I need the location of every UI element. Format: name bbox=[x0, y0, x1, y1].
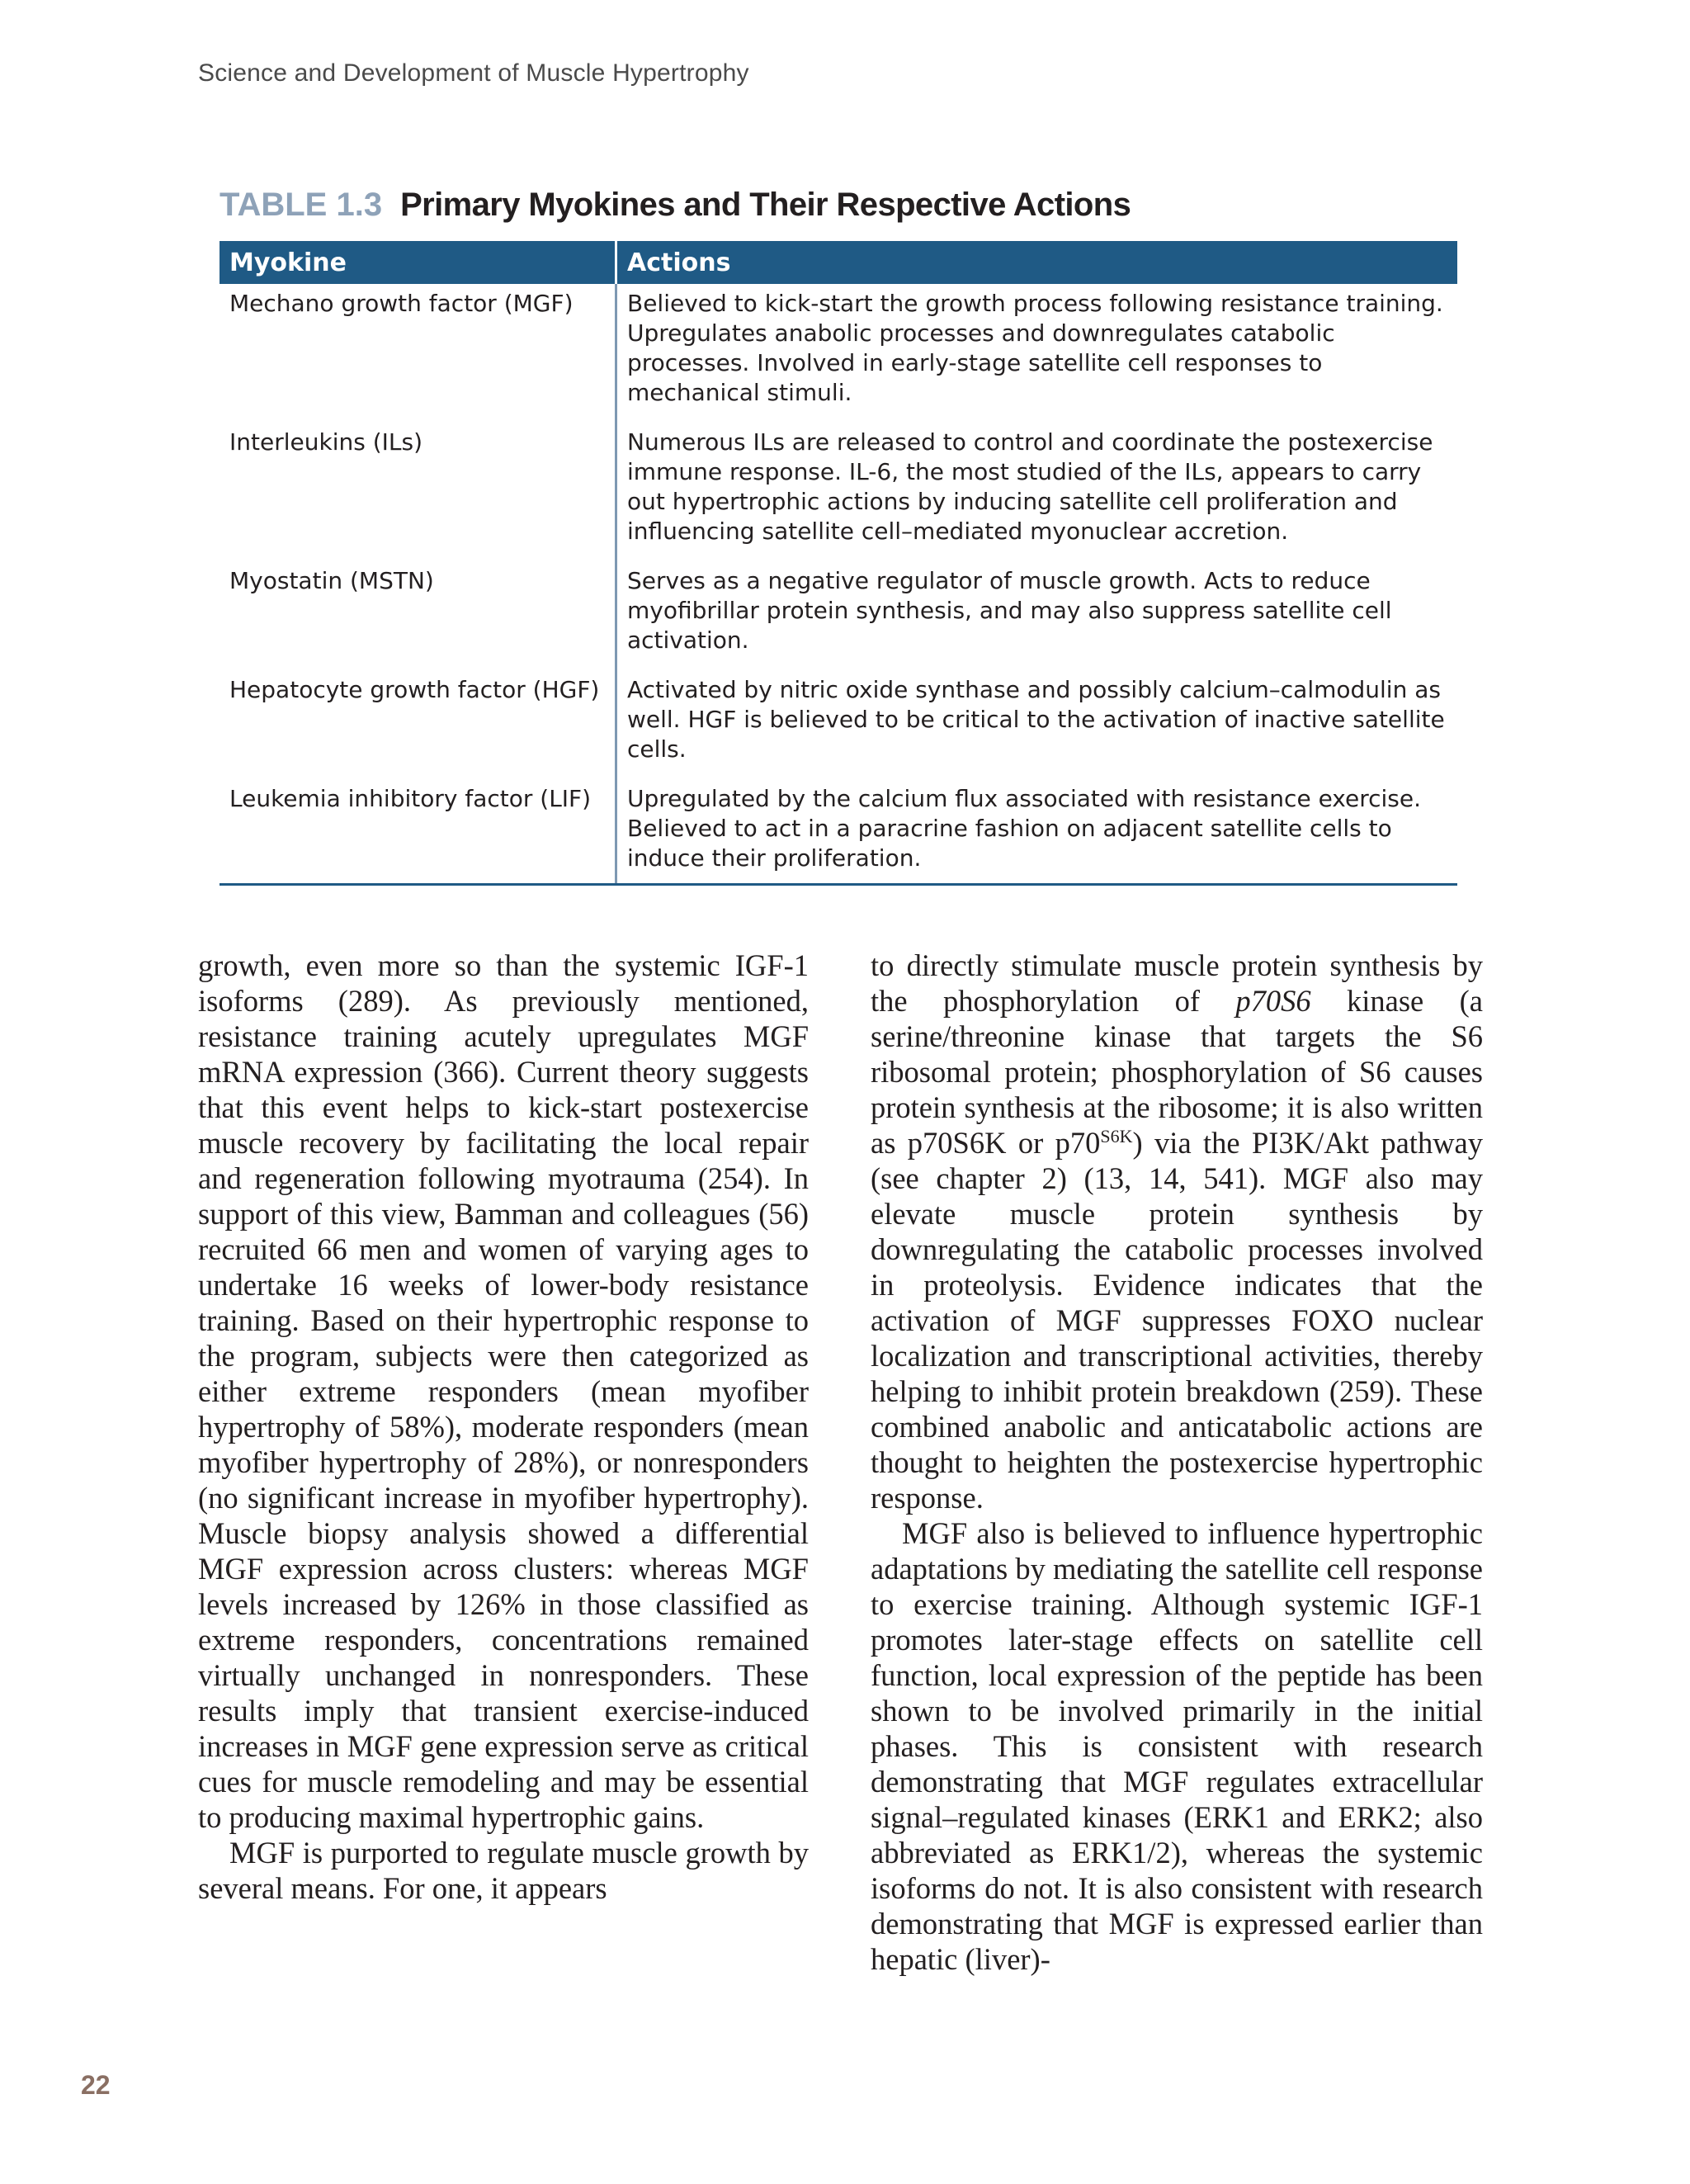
myokine-cell: Myostatin (MSTN) bbox=[220, 561, 616, 670]
page-number: 22 bbox=[81, 2070, 111, 2100]
myokine-cell: Hepatocyte growth factor (HGF) bbox=[220, 670, 616, 779]
actions-cell: Activated by nitric oxide synthase and possibly calcium–calmodulin as well. HGF is believed to be critical to the activation of inactive satellite cells. bbox=[627, 676, 1445, 763]
actions-cell: Numerous ILs are released to control and coordinate the postexercise immune response. IL-6, the most studied of the ILs, appears to carry out hypertrophic actions by inducing satellite cell proliferation and influencing satellite cell–mediated myonuclear accretion. bbox=[627, 428, 1433, 545]
actions-cell: Upregulated by the calcium flux associated with resistance exercise. Believed to act in a paracrine fashion on adjacent satellite cells to induce their proliferation. bbox=[616, 779, 1458, 885]
table-title: Primary Myokines and Their Respective Actions bbox=[400, 187, 1131, 223]
myokine-table bbox=[220, 241, 1457, 886]
column-header-myokine: Myokine bbox=[220, 241, 616, 284]
superscript: S6K bbox=[1100, 1125, 1133, 1146]
myokine-cell: Interleukins (ILs) bbox=[220, 423, 616, 561]
table-row bbox=[220, 284, 1457, 423]
myokine-cell: Leukemia inhibitory factor (LIF) bbox=[220, 779, 616, 885]
text-run: ) via the PI3K/Akt pathway (see chapter 2) (13, 14, 541). MGF also may elevate muscle protein synthesis by downregulating the catabolic processes involved in proteolysis. Evidence indicates that the activation of MGF suppresses FOXO nuclear localization and transcriptional activities, thereby helping to inhibit protein breakdown (259). These combined anabolic and anticatabolic actions are thought to heighten the postexercise hypertrophic response. bbox=[871, 1126, 1484, 1515]
column-header-actions: Actions bbox=[616, 241, 1458, 284]
body-paragraph bbox=[871, 948, 1483, 1515]
body-column-left bbox=[198, 948, 809, 1906]
table-row bbox=[220, 670, 1457, 779]
body-column-right bbox=[871, 948, 1483, 1977]
table-header-row bbox=[220, 241, 1457, 284]
text-run: kinase (a serine/threonine kinase that targets the S6 ribosomal protein; phosphorylation of S6 causes protein synthesis at the ribosome; it is also written as p70S6K or p70 bbox=[871, 984, 1483, 1160]
running-head: Science and Development of Muscle Hypertrophy bbox=[198, 59, 749, 87]
table-number: TABLE 1.3 bbox=[220, 187, 383, 223]
body-paragraph: MGF is purported to regulate muscle growth by several means. For one, it appears bbox=[198, 1836, 809, 1905]
body-paragraph: growth, even more so than the systemic IGF-1 isoforms (289). As previously mentioned, resistance training acutely upregulates MGF mRNA expression (366). Current theory suggests that this event helps to kick-start postexercise muscle recovery by facilitating the local repair and regeneration following myotrauma (254). In support of this view, Bamman and colleagues (56) recruited 66 men and women of varying ages to undertake 16 weeks of lower-body resistance training. Based on their hypertrophic response to the program, subjects were then categorized as either extreme responders (mean myofiber hypertrophy of 58%), moderate responders (mean myofiber hypertrophy of 28%), or nonresponders (no significant increase in myofiber hypertrophy). Muscle biopsy analysis showed a differential MGF expression across clusters: whereas MGF levels increased by 126% in those classified as extreme responders, concentrations remained virtually unchanged in nonresponders. These results imply that transient exercise-induced increases in MGF gene expression serve as critical cues for muscle remodeling and may be essential to producing maximal hypertrophic gains. bbox=[198, 948, 809, 1834]
table-row bbox=[220, 423, 1457, 561]
actions-cell: Serves as a negative regulator of muscle growth. Acts to reduce myofibrillar protein synthesis, and may also suppress satellite cell activation. bbox=[627, 567, 1392, 654]
actions-cell: Believed to kick-start the growth process following resistance training. Upregulates anabolic processes and downregulates catabolic processes. Involved in early-stage satellite cell responses to mechanical stimuli. bbox=[627, 290, 1443, 406]
table-row bbox=[220, 561, 1457, 670]
table-caption bbox=[220, 187, 1131, 224]
kinase-name: p70S6 bbox=[1235, 984, 1311, 1018]
text-run: to directly stimulate muscle protein synthesis by the phosphorylation of bbox=[871, 948, 1483, 1018]
myokine-cell: Mechano growth factor (MGF) bbox=[220, 284, 616, 423]
table-row bbox=[220, 779, 1457, 885]
body-paragraph: MGF also is believed to influence hypertrophic adaptations by mediating the satellite cell response to exercise training. Although systemic IGF-1 promotes later-stage effects on satellite cell function, local expression of the peptide has been shown to be involved primarily in the initial phases. This is consistent with research demonstrating that MGF regulates extracellular signal–regulated kinases (ERK1 and ERK2; also abbreviated as ERK1/2), whereas the systemic isoforms do not. It is also consistent with research demonstrating that MGF is expressed earlier than hepatic (liver)- bbox=[871, 1516, 1483, 1976]
